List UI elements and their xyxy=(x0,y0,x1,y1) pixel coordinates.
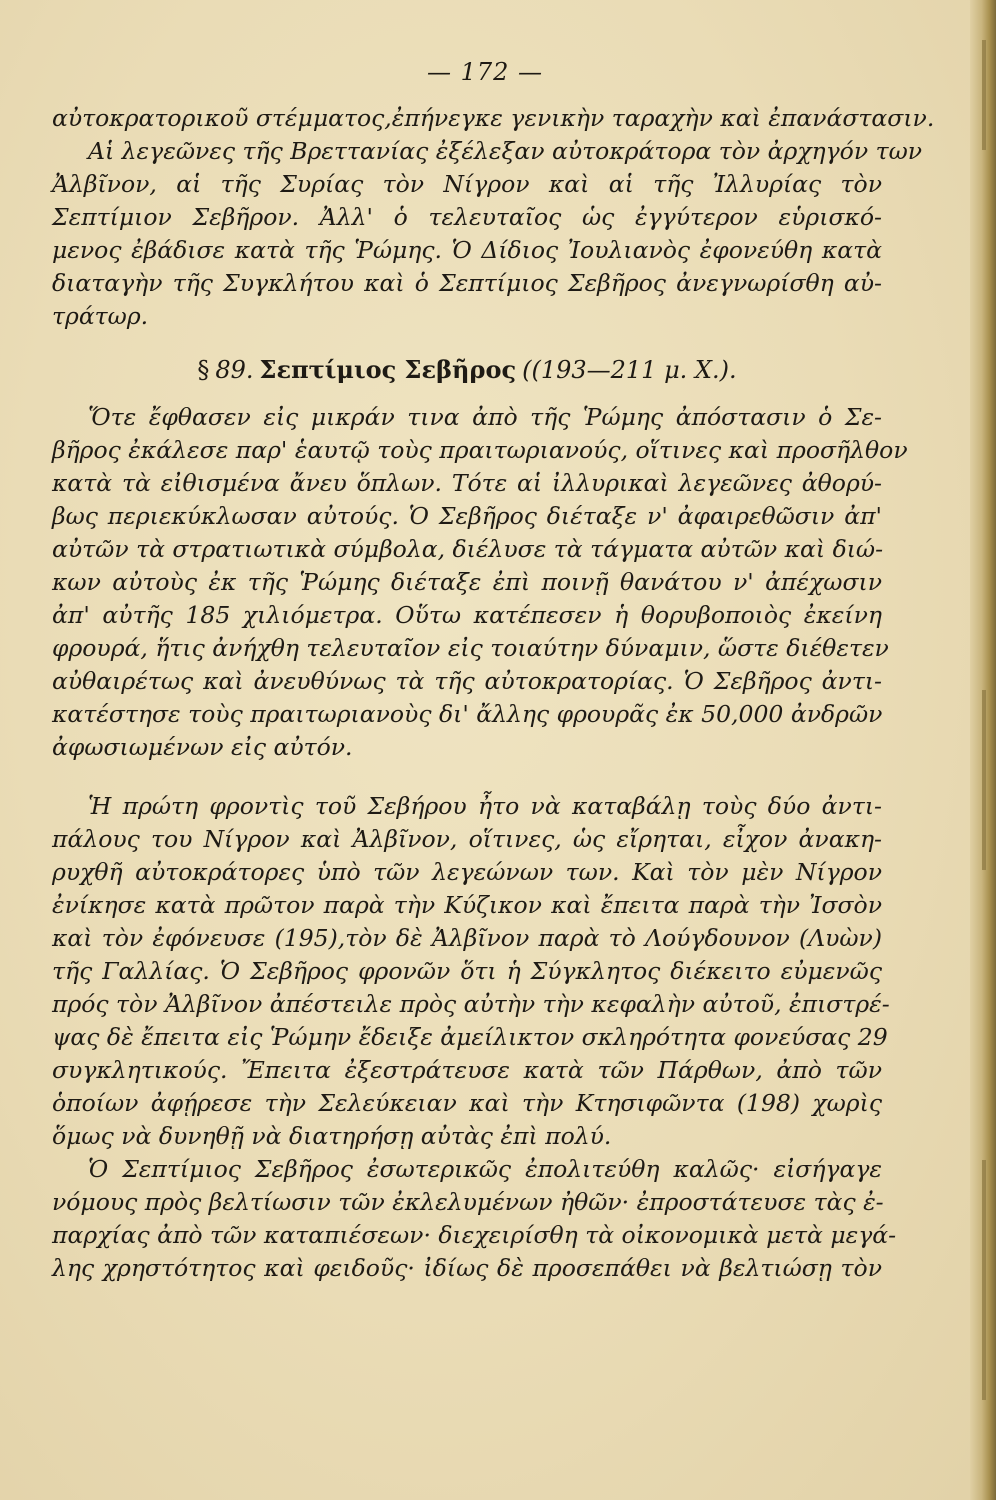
text-line: διαταγὴν τῆς Συγκλήτου καὶ ὁ Σεπτίμιος Σεβῆρος ἀνεγνωρίσθη αὐ- xyxy=(52,269,882,297)
text-line: πάλους του Νίγρον καὶ Ἀλβῖνον, οἵτινες, ὡς εἴρηται, εἶχον ἀνακη- xyxy=(52,825,882,853)
text-line: τῆς Γαλλίας. Ὁ Σεβῆρος φρονῶν ὅτι ἡ Σύγκλητος διέκειτο εὐμενῶς xyxy=(52,957,882,985)
text-line: Σεπτίμιον Σεβῆρον. Ἀλλ' ὁ τελευταῖος ὡς ἐγγύτερον εὑρισκό- xyxy=(52,203,882,231)
edge-stain xyxy=(982,1160,986,1400)
text-line: νόμους πρὸς βελτίωσιν τῶν ἐκλελυμένων ἠθῶν· ἐπροστάτευσε τὰς ἐ- xyxy=(52,1188,884,1216)
text-line: ἐνίκησε κατὰ πρῶτον παρὰ τὴν Κύζικον καὶ ἔπειτα παρὰ τὴν Ἰσσὸν xyxy=(52,891,882,919)
section-dates: ((193—211 μ. Χ.). xyxy=(522,356,737,384)
text-line: αὐτοκρατορικοῦ στέμματος,ἐπήνεγκε γενικὴν ταραχὴν καὶ ἐπανάστασιν. xyxy=(52,104,935,132)
section-title: Σεπτίμιος Σεβῆρος xyxy=(259,355,517,384)
text-line: καὶ τὸν ἐφόνευσε (195),τὸν δὲ Ἀλβῖνον παρὰ τὸ Λούγδουνον (Λυὼν) xyxy=(52,924,882,952)
text-line: αὐθαιρέτως καὶ ἀνευθύνως τὰ τῆς αὐτοκρατορίας. Ὁ Σεβῆρος ἀντι- xyxy=(52,667,882,695)
section-symbol: § xyxy=(197,356,210,384)
text-line: ρυχθῆ αὐτοκράτορες ὑπὸ τῶν λεγεώνων των. Καὶ τὸν μὲν Νίγρον xyxy=(52,858,882,886)
text-line: φρουρά, ἥτις ἀνήχθη τελευταῖον εἰς τοιαύτην δύναμιν, ὥστε διέθετεν xyxy=(52,634,889,662)
text-line: ὁποίων ἀφῄρεσε τὴν Σελεύκειαν καὶ τὴν Κτησιφῶντα (198) χωρὶς xyxy=(52,1089,882,1117)
paragraph-2 xyxy=(52,401,908,764)
paragraph-1 xyxy=(52,102,935,333)
text-line: μενος ἐβάδισε κατὰ τῆς Ῥώμης. Ὁ Δίδιος Ἰουλιανὸς ἐφονεύθη κατὰ xyxy=(52,236,882,264)
text-line: τράτωρ. xyxy=(52,302,149,330)
text-line: κατέστησε τοὺς πραιτωριανοὺς δι' ἄλλης φρουρᾶς ἐκ 50,000 ἀνδρῶν xyxy=(52,700,883,728)
page-binding-edge xyxy=(970,0,996,1500)
text-line: ἀπ' αὐτῆς 185 χιλιόμετρα. Οὕτω κατέπεσεν ἡ θορυβοποιὸς ἐκείνη xyxy=(52,601,882,629)
text-line: κατὰ τὰ εἰθισμένα ἄνευ ὅπλων. Τότε αἱ ἰλλυρικαὶ λεγεῶνες ἀθορύ- xyxy=(52,469,882,497)
text-line: συγκλητικούς. Ἔπειτα ἐξεστράτευσε κατὰ τῶν Πάρθων, ἀπὸ τῶν xyxy=(52,1056,882,1084)
text-line: παρχίας ἀπὸ τῶν καταπιέσεων· διεχειρίσθη τὰ οἰκονομικὰ μετὰ μεγά- xyxy=(52,1221,897,1249)
text-line: Ὁ Σεπτίμιος Σεβῆρος ἐσωτερικῶς ἐπολιτεύθη καλῶς· εἰσήγαγε xyxy=(88,1155,882,1183)
text-line: πρός τὸν Ἀλβῖνον ἀπέστειλε πρὸς αὐτὴν τὴν κεφαλὴν αὐτοῦ, ἐπιστρέ- xyxy=(52,990,890,1018)
text-line: κων αὐτοὺς ἐκ τῆς Ῥώμης διέταξε ἐπὶ ποινῇ θανάτου ν' ἀπέχωσιν xyxy=(52,568,882,596)
text-line: Ἡ πρώτη φροντὶς τοῦ Σεβήρου ἦτο νὰ καταβάλῃ τοὺς δύο ἀντι- xyxy=(88,792,882,820)
text-line: ψας δὲ ἔπειτα εἰς Ῥώμην ἔδειξε ἀμείλικτον σκληρότητα φονεύσας 29 xyxy=(52,1023,888,1051)
text-line: Ὅτε ἔφθασεν εἰς μικράν τινα ἀπὸ τῆς Ῥώμης ἀπόστασιν ὁ Σε- xyxy=(88,403,882,431)
page-number: — 172 — xyxy=(426,58,544,86)
text-line: βως περιεκύκλωσαν αὐτούς. Ὁ Σεβῆρος διέταξε ν' ἀφαιρεθῶσιν ἀπ' xyxy=(52,502,882,530)
text-line: λης χρηστότητος καὶ φειδοῦς· ἰδίως δὲ προσεπάθει νὰ βελτιώσῃ τὸν xyxy=(52,1254,882,1282)
paragraph-3 xyxy=(52,790,890,1153)
edge-stain xyxy=(982,40,986,150)
paragraph-4 xyxy=(52,1153,897,1285)
text-line: ὅμως νὰ δυνηθῇ νὰ διατηρήσῃ αὐτὰς ἐπὶ πολύ. xyxy=(52,1122,612,1150)
section-number: 89. xyxy=(215,356,254,384)
text-line: Αἱ λεγεῶνες τῆς Βρεττανίας ἐξέλεξαν αὐτοκράτορα τὸν ἀρχηγόν των xyxy=(88,137,923,165)
body-text xyxy=(52,102,935,1285)
section-heading xyxy=(52,353,882,389)
edge-stain xyxy=(982,690,986,870)
text-line: βῆρος ἐκάλεσε παρ' ἑαυτῷ τοὺς πραιτωριανούς, οἵτινες καὶ προσῆλθον xyxy=(52,436,908,464)
text-line: αὐτῶν τὰ στρατιωτικὰ σύμβολα, διέλυσε τὰ τάγματα αὐτῶν καὶ διώ- xyxy=(52,535,884,563)
text-line: Ἀλβῖνον, αἱ τῆς Συρίας τὸν Νίγρον καὶ αἱ τῆς Ἰλλυρίας τὸν xyxy=(52,170,882,198)
text-line: ἀφωσιωμένων εἰς αὐτόν. xyxy=(52,733,353,761)
